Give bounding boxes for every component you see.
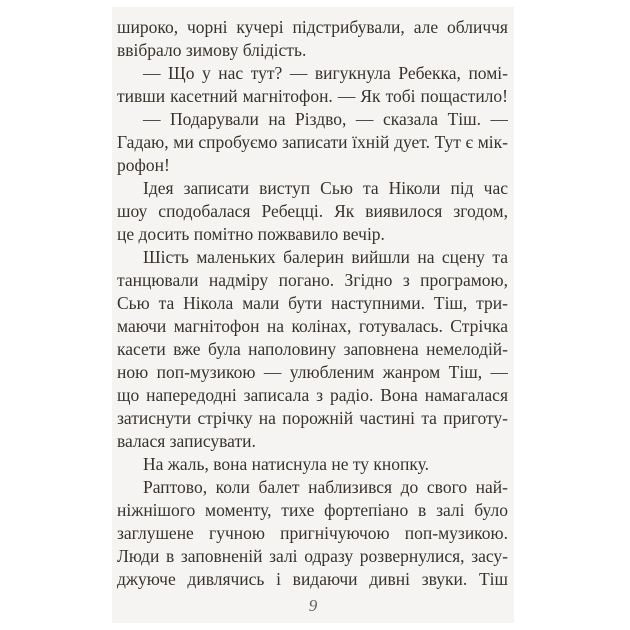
text-line: заглушене гучною пригнічуючою поп-музикою. xyxy=(117,523,508,543)
text-line: танцювали надміру погано. Згідно з програмою, xyxy=(117,270,508,290)
text-line: затиснути стрічку на порожній частині та приготу- xyxy=(117,408,508,428)
text-line: що напередодні записала з радіо. Вона намагалася xyxy=(117,385,508,405)
text-line: широко, чорні кучері підстрибували, але обличчя xyxy=(117,17,508,37)
text-line: валася записувати. xyxy=(117,431,256,451)
text-line: На жаль, вона натиснула не ту кнопку. xyxy=(143,454,429,474)
text-line: ввібрало зимову блідість. xyxy=(117,40,307,60)
text-line: рофон! xyxy=(117,155,170,175)
text-line: Шість маленьких балерин вийшли на сцену та xyxy=(143,247,508,267)
text-line: ніжнішого моменту, тихе фортепіано в залі було xyxy=(117,500,508,520)
text-line: касети вже була наполовину заповнена немелодій- xyxy=(117,339,508,359)
text-line: шоу сподобалася Ребецці. Як виявилося згодом, xyxy=(117,201,508,221)
book-page xyxy=(112,7,514,623)
text-line: джуюче дивлячись і видаючи дивні звуки. Тіш xyxy=(117,569,508,589)
text-line: — Що у нас тут? — вигукнула Ребекка, помі- xyxy=(143,63,508,83)
text-line: — Подарували на Різдво, — сказала Тіш. — xyxy=(143,109,508,129)
text-line: Люди в заповненій залі одразу розвернулися, засу- xyxy=(117,546,508,566)
text-line: Раптово, коли балет наблизився до свого най- xyxy=(143,477,508,497)
text-line: маючи магнітофон на колінах, готувалась. Стрічка xyxy=(117,316,508,336)
page-text-block xyxy=(117,16,508,591)
text-line: тивши касетний магнітофон. — Як тобі пощастило! xyxy=(117,86,508,106)
text-line: Ідея записати виступ Сью та Ніколи під час xyxy=(143,178,508,198)
text-line: ною поп-музикою — улюбленим жанром Тіш, — xyxy=(117,362,508,382)
text-line: Гадаю, ми спробуємо записати їхній дует. Тут є мік- xyxy=(117,132,508,152)
text-line: це досить помітно пожвавило вечір. xyxy=(117,224,385,244)
text-line: Сью та Нікола мали бути наступними. Тіш, три- xyxy=(117,293,508,313)
page-number: 9 xyxy=(308,596,318,615)
